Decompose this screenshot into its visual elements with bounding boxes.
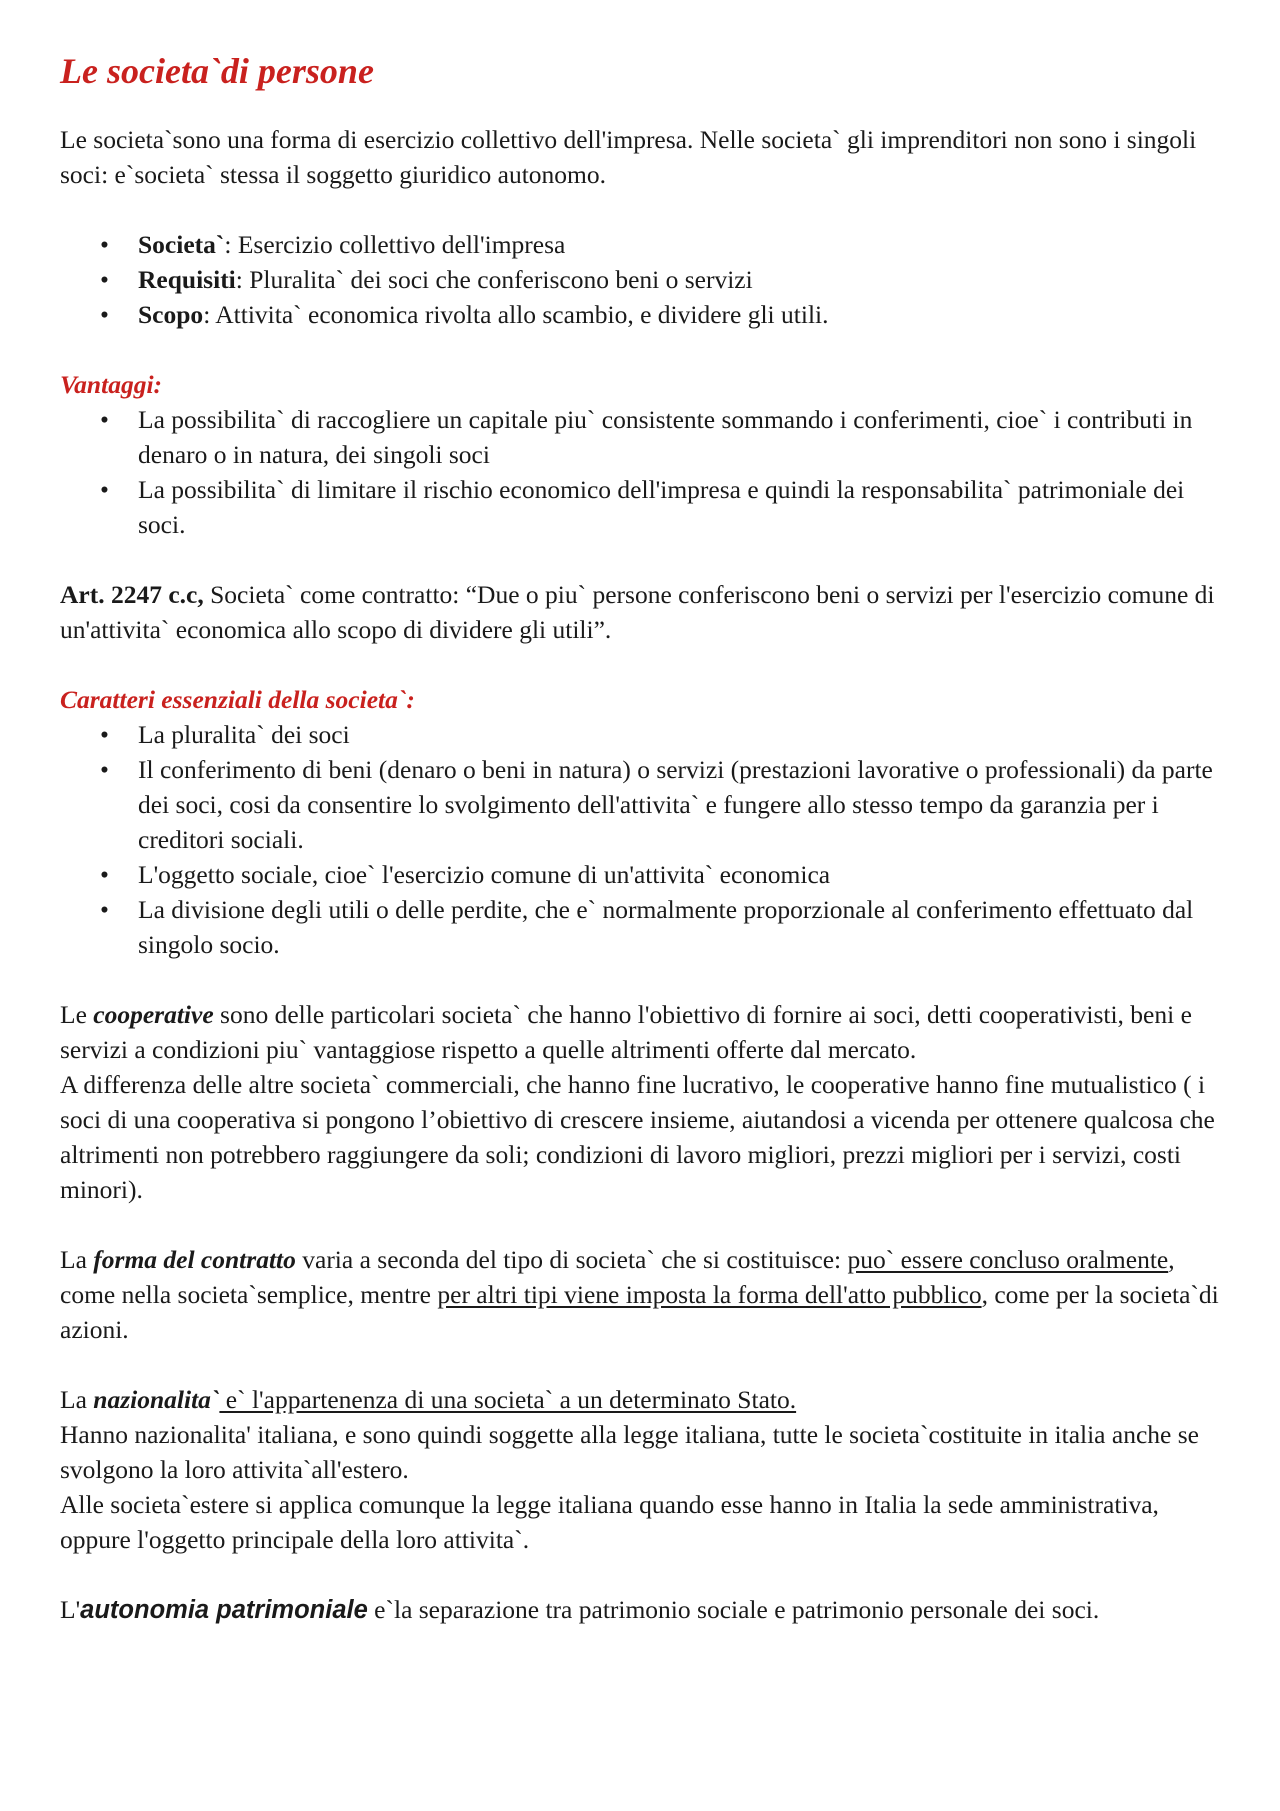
list-item-text: L'oggetto sociale, cioe` l'esercizio comune di un'attivita` economica: [138, 860, 831, 889]
bullet-icon: •: [100, 720, 109, 749]
forma-underline-2: per altri tipi viene imposta la forma dell'atto pubblico: [437, 1280, 982, 1309]
definition-term: Scopo: [138, 300, 204, 329]
list-item: [60, 262, 1220, 297]
bullet-icon: •: [100, 895, 109, 924]
list-item-text: La possibilita` di raccogliere un capitale piu` consistente sommando i conferimenti, cioe` i contributi in denaro o in natura, dei singoli soci: [138, 405, 1193, 469]
bullet-icon: •: [100, 405, 109, 434]
cooperative-term: cooperative: [93, 1000, 214, 1029]
list-item: [60, 227, 1220, 262]
list-item-text: La divisione degli utili o delle perdite, che e` normalmente proporzionale al conferimento effettuato dal singolo socio.: [138, 895, 1194, 959]
article-text: Societa` come contratto: “Due o piu` persone conferiscono beni o servizi per l'esercizio comune di un'attivita` economica allo scopo di dividere gli utili”.: [60, 580, 1215, 644]
forma-term: forma del contratto: [93, 1245, 296, 1274]
autonomia-term: autonomia patrimoniale: [80, 1596, 368, 1624]
definition-term: Requisiti: [138, 265, 236, 294]
autonomia-text: e`la separazione tra patrimonio sociale e patrimonio personale dei soci.: [367, 1595, 1100, 1624]
nazionalita-paragraph-3: Alle societa`estere si applica comunque la legge italiana quando esse hanno in Italia la sede amministrativa, oppure l'oggetto principale della loro attivita`.: [60, 1490, 1159, 1554]
caratteri-heading: Caratteri essenziali della societa`:: [60, 685, 415, 714]
vantaggi-list: [60, 402, 1220, 542]
forma-pre: La: [60, 1245, 94, 1274]
page-title: Le societa`di persone: [60, 51, 374, 91]
definition-text: : Attivita` economica rivolta allo scambio, e dividere gli utili.: [203, 300, 829, 329]
list-item: [60, 472, 1220, 542]
list-item: [60, 402, 1220, 472]
nazionalita-pre: La: [60, 1385, 94, 1414]
cooperative-paragraph-2: A differenza delle altre societa` commerciali, che hanno fine lucrativo, le cooperative hanno fine mutualistico ( i soci di una cooperativa si pongono l’obiettivo di crescere insieme, aiutandosi a vicenda per ottenere qualcosa che altrimenti non potrebbero raggiungere da soli; condizioni di lavoro migliori, prezzi migliori per i servizi, costi minori).: [60, 1070, 1215, 1204]
autonomia-pre: L': [60, 1595, 81, 1624]
caratteri-list: [60, 717, 1220, 962]
list-item: [60, 857, 1220, 892]
forma-underline-1: puo` essere concluso oralmente: [847, 1245, 1169, 1274]
article-label: Art. 2247 c.c,: [60, 580, 204, 609]
bullet-icon: •: [100, 265, 109, 294]
bullet-icon: •: [100, 755, 109, 784]
definition-text: : Pluralita` dei soci che conferiscono beni o servizi: [235, 265, 753, 294]
definitions-list: [60, 227, 1220, 332]
nazionalita-term: nazionalita`: [93, 1385, 220, 1414]
list-item-text: Il conferimento di beni (denaro o beni in natura) o servizi (prestazioni lavorative o professionali) da parte dei soci, cosi da consentire lo svolgimento dell'attivita` e fungere allo stesso tempo da garanzia per i creditori sociali.: [138, 755, 1213, 854]
list-item: [60, 717, 1220, 752]
article-paragraph: [60, 577, 1220, 647]
forma-paragraph: [60, 1242, 1220, 1347]
cooperative-text: sono delle particolari societa` che hanno l'obiettivo di fornire ai soci, detti cooperativisti, beni e servizi a condizioni piu` vantaggiose rispetto a quelle altrimenti offerte dal mercato.: [60, 1000, 1192, 1064]
list-item: [60, 752, 1220, 857]
definition-text: : Esercizio collettivo dell'impresa: [224, 230, 566, 259]
list-item-text: La possibilita` di limitare il rischio economico dell'impresa e quindi la responsabilita` patrimoniale dei soci.: [138, 475, 1185, 539]
cooperative-paragraph: [60, 997, 1220, 1067]
bullet-icon: •: [100, 230, 109, 259]
bullet-icon: •: [100, 300, 109, 329]
list-item-text: La pluralita` dei soci: [138, 720, 350, 749]
forma-text-2: , come nella societa`semplice, mentre: [60, 1245, 1175, 1309]
vantaggi-heading: Vantaggi:: [60, 370, 163, 399]
bullet-icon: •: [100, 475, 109, 504]
cooperative-pre: Le: [60, 1000, 94, 1029]
list-item: [60, 892, 1220, 962]
forma-text-3: , come per la societa`di azioni.: [60, 1280, 1219, 1344]
nazionalita-paragraph-2: Hanno nazionalita' italiana, e sono quindi soggette alla legge italiana, tutte le societa`costituite in italia anche se svolgono la loro attivita`all'estero.: [60, 1420, 1199, 1484]
bullet-icon: •: [100, 860, 109, 889]
list-item: [60, 297, 1220, 332]
definition-term: Societa`: [138, 230, 225, 259]
forma-text-1: varia a seconda del tipo di societa` che si costituisce:: [295, 1245, 848, 1274]
intro-paragraph: Le societa`sono una forma di esercizio collettivo dell'impresa. Nelle societa` gli imprenditori non sono i singoli soci: e`societa` stessa il soggetto giuridico autonomo.: [60, 125, 1197, 189]
autonomia-paragraph: [60, 1592, 1220, 1628]
nazionalita-paragraph: [60, 1382, 1220, 1417]
nazionalita-definition: e` l'appartenenza di una societa` a un determinato Stato.: [219, 1385, 797, 1414]
